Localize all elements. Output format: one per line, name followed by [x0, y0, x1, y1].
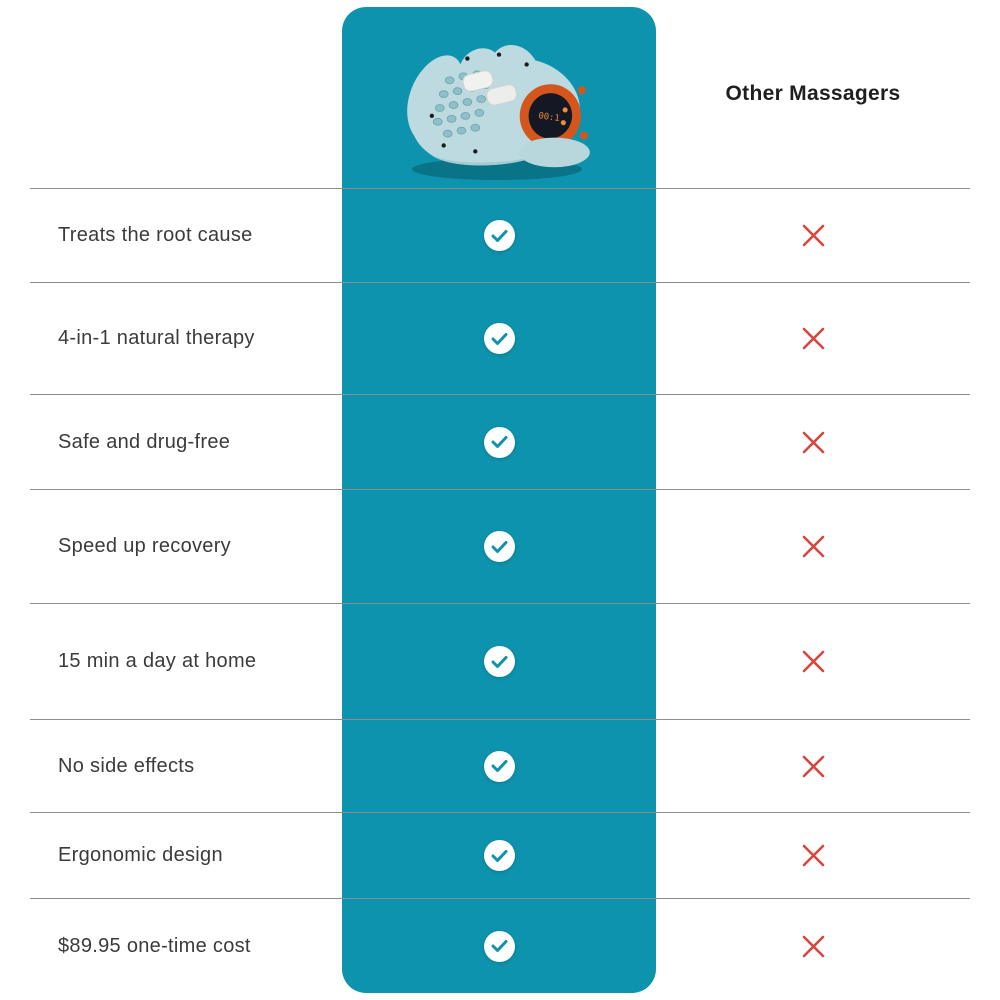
product-value-cell [342, 323, 656, 354]
x-icon [800, 429, 827, 456]
table-row [30, 188, 970, 282]
check-icon [484, 531, 515, 562]
product-value-cell [342, 531, 656, 562]
table-row [30, 719, 970, 812]
product-image [380, 25, 618, 183]
competitor-value-cell [656, 325, 970, 352]
check-icon [484, 646, 515, 677]
product-value-cell [342, 220, 656, 251]
competitor-value-cell [656, 429, 970, 456]
x-icon [800, 533, 827, 560]
competitor-value-cell [656, 933, 970, 960]
product-value-cell [342, 646, 656, 677]
feature-label: Speed up recovery [58, 535, 231, 557]
x-icon [800, 222, 827, 249]
feature-label: 15 min a day at home [58, 650, 257, 672]
competitor-value-cell [656, 222, 970, 249]
check-icon [484, 751, 515, 782]
competitor-column-header: Other Massagers [725, 82, 901, 105]
table-row [30, 394, 970, 489]
product-value-cell [342, 751, 656, 782]
product-value-cell [342, 931, 656, 962]
x-icon [800, 753, 827, 780]
feature-label: Safe and drug-free [58, 430, 231, 453]
product-value-cell [342, 427, 656, 458]
feature-label: 4-in-1 natural therapy [58, 327, 255, 349]
check-icon [484, 427, 515, 458]
table-row [30, 898, 970, 993]
check-icon [484, 931, 515, 962]
competitor-value-cell [656, 753, 970, 780]
table-row [30, 603, 970, 719]
x-icon [800, 842, 827, 869]
competitor-value-cell [656, 842, 970, 869]
table-row [30, 812, 970, 898]
feature-label: No side effects [58, 754, 195, 777]
check-icon [484, 840, 515, 871]
competitor-value-cell [656, 533, 970, 560]
table-row [30, 489, 970, 603]
x-icon [800, 933, 827, 960]
feature-label: $89.95 one-time cost [58, 934, 251, 957]
table-row [30, 282, 970, 394]
product-value-cell [342, 840, 656, 871]
check-icon [484, 220, 515, 251]
svg-text:00:1: 00:1 [537, 111, 561, 125]
check-icon [484, 323, 515, 354]
feature-rows [30, 188, 970, 993]
feature-label: Treats the root cause [58, 224, 253, 246]
x-icon [800, 648, 827, 675]
x-icon [800, 325, 827, 352]
feature-label: Ergonomic design [58, 844, 223, 866]
competitor-value-cell [656, 648, 970, 675]
